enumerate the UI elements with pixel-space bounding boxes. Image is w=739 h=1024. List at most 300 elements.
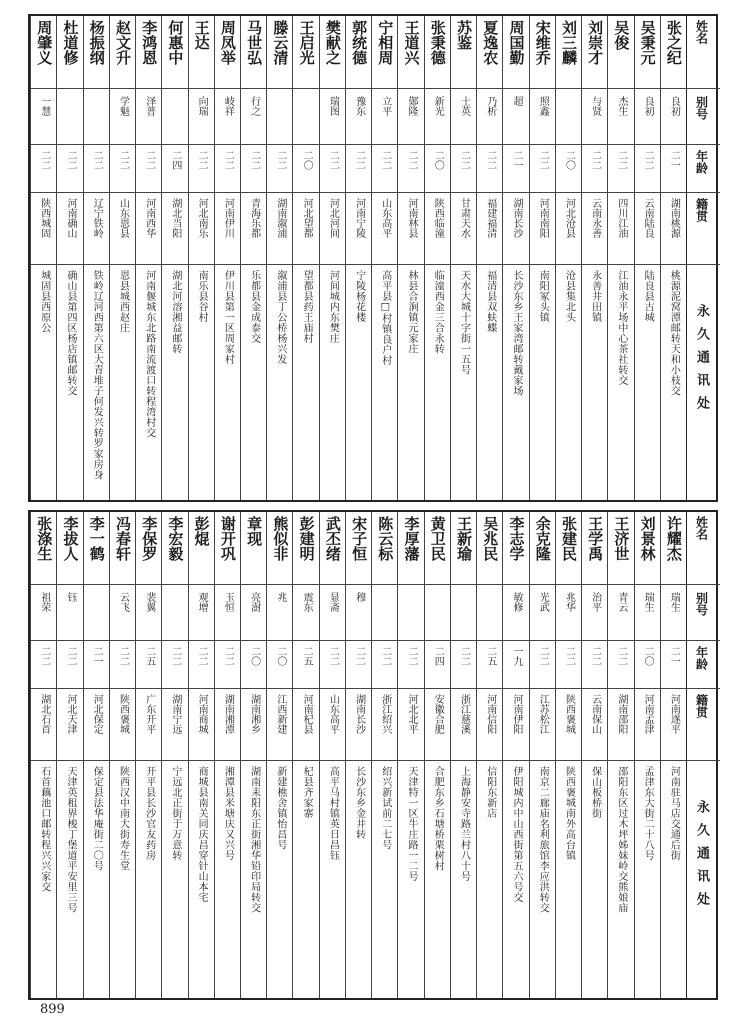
- person-address: 长沙东乡王家湾邮转戴家场: [510, 270, 522, 396]
- person-alias-cell: [320, 584, 345, 640]
- person-age: 二〇: [432, 150, 444, 170]
- person-alias-cell: [477, 88, 502, 144]
- person-name: 彭建明: [297, 516, 316, 561]
- person-address: 天津英租界梭丁堡道平安里三号: [64, 766, 76, 913]
- person-address: 临潼西金三合永转: [432, 270, 444, 354]
- person-native-place: 甘肃天水: [458, 198, 470, 238]
- person-address: 信阳东新店: [484, 766, 496, 819]
- person-native-place-cell: [320, 192, 345, 264]
- person-name-cell: [530, 512, 555, 584]
- person-age: 二二: [563, 646, 575, 666]
- person-age: 二五: [484, 646, 496, 666]
- person-address-cell: [110, 264, 135, 500]
- person-address-cell: [346, 264, 371, 500]
- person-alias: 照鑫: [537, 96, 549, 116]
- person-native-place: 江苏松江: [537, 694, 549, 734]
- person-address: 保定县法华庵街二〇号: [91, 766, 103, 871]
- person-address-cell: [503, 760, 528, 998]
- person-alias: 乃析: [484, 96, 496, 116]
- person-age: 二二: [196, 646, 208, 666]
- person-age-cell: [582, 144, 607, 192]
- row-divider: [30, 584, 720, 585]
- person-age: 二一: [510, 150, 522, 170]
- person-address-cell: [451, 760, 476, 998]
- person-name: 谢开巩: [218, 516, 237, 561]
- header-address: 永久通讯处: [694, 800, 709, 915]
- person-age-cell: [372, 144, 397, 192]
- person-name-cell: [241, 512, 266, 584]
- person-name: 陈云标: [376, 516, 395, 561]
- person-address: 湘潭县米塘庆又兴号: [222, 766, 234, 861]
- person-age: 二二: [222, 150, 234, 170]
- person-alias-cell: [267, 584, 292, 640]
- person-native-place-cell: [582, 688, 607, 760]
- person-alias-cell: [582, 88, 607, 144]
- header-native-place-cell: [687, 192, 716, 264]
- person-name: 李一鹤: [87, 516, 106, 561]
- person-address: 高平马村镇英日昌钰: [327, 766, 339, 861]
- person-name: 熊似非: [271, 516, 290, 561]
- person-native-place-cell: [372, 192, 397, 264]
- person-name: 章现: [245, 516, 264, 546]
- person-name: 刘崇才: [586, 20, 605, 65]
- person-age-cell: [346, 144, 371, 192]
- header-alias: 别号: [694, 96, 709, 120]
- person-name-cell: [136, 16, 161, 88]
- person-alias-cell: [57, 88, 82, 144]
- person-alias: 瑞生: [642, 592, 654, 612]
- person-address-cell: [110, 760, 135, 998]
- person-address: 新建樵舍镇怡昌号: [274, 766, 286, 850]
- person-name: 李保罗: [140, 516, 159, 561]
- person-address-cell: [31, 264, 56, 500]
- person-native-place: 湖北当阳: [169, 198, 181, 238]
- person-name-cell: [189, 512, 214, 584]
- person-alias: 兆华: [563, 592, 575, 612]
- header-address: 永久通讯处: [694, 304, 709, 419]
- person-age: 二二: [38, 150, 50, 170]
- header-native-place: 籍贯: [694, 198, 709, 222]
- person-native-place: 河南杞县: [301, 694, 313, 734]
- person-age-cell: [267, 640, 292, 688]
- person-address-cell: [320, 760, 345, 998]
- person-native-place-cell: [503, 688, 528, 760]
- person-native-place: 河北河间: [327, 198, 339, 238]
- person-age-cell: [556, 144, 581, 192]
- person-native-place-cell: [398, 192, 423, 264]
- person-name-cell: [451, 512, 476, 584]
- person-address-cell: [267, 264, 292, 500]
- person-name-cell: [425, 16, 450, 88]
- person-alias: 震东: [301, 592, 313, 612]
- person-address: 孟津东大街二十八号: [642, 766, 654, 861]
- person-alias: 钰: [64, 592, 76, 602]
- person-name: 宋维乔: [533, 20, 552, 65]
- row-divider: [30, 144, 720, 145]
- person-address-cell: [582, 760, 607, 998]
- person-native-place-cell: [293, 688, 318, 760]
- person-name: 夏逸农: [481, 20, 500, 65]
- person-age: 二四: [169, 150, 181, 170]
- person-native-place: 湖南湘乡: [248, 694, 260, 734]
- person-age: 二二: [615, 150, 627, 170]
- person-age-cell: [635, 144, 660, 192]
- person-name-cell: [425, 512, 450, 584]
- person-age: 二二: [91, 150, 103, 170]
- header-age-cell: [687, 640, 716, 688]
- person-name: 郭统德: [350, 20, 369, 65]
- person-address: 乐都县金成泰交: [248, 270, 260, 344]
- person-address: 合肥东乡石塘桥栗树村: [432, 766, 444, 871]
- person-native-place-cell: [608, 688, 633, 760]
- person-alias: 立平: [379, 96, 391, 116]
- person-alias: 观增: [196, 592, 208, 612]
- row-divider: [30, 640, 720, 641]
- person-age: 二二: [589, 150, 601, 170]
- person-name-cell: [372, 512, 397, 584]
- person-name-cell: [110, 512, 135, 584]
- person-native-place-cell: [451, 688, 476, 760]
- person-native-place: 安徽合肥: [432, 694, 444, 734]
- person-alias-cell: [556, 584, 581, 640]
- person-name-cell: [320, 512, 345, 584]
- person-alias-cell: [608, 88, 633, 144]
- person-name: 张之纪: [664, 20, 683, 65]
- person-name: 滕云清: [271, 20, 290, 65]
- person-address-cell: [346, 760, 371, 998]
- person-name-cell: [57, 16, 82, 88]
- person-address-cell: [477, 760, 502, 998]
- person-name: 宋子恒: [350, 516, 369, 561]
- person-alias: 治平: [589, 592, 601, 612]
- person-address: 溆浦县丁公桥杨兴发: [274, 270, 286, 365]
- person-age: 二五: [301, 646, 313, 666]
- person-native-place-cell: [136, 192, 161, 264]
- person-name-cell: [398, 512, 423, 584]
- person-age-cell: [293, 144, 318, 192]
- person-alias-cell: [635, 584, 660, 640]
- person-alias-cell: [582, 584, 607, 640]
- header-name: 姓名: [694, 516, 709, 540]
- person-native-place: 陕西褒城: [117, 694, 129, 734]
- person-native-place: 四川江油: [615, 198, 627, 238]
- person-alias-cell: [31, 584, 56, 640]
- person-name-cell: [267, 512, 292, 584]
- person-native-place: 河南宁陵: [353, 198, 365, 238]
- person-alias: 云飞: [117, 592, 129, 612]
- person-age: 二〇: [274, 646, 286, 666]
- person-age-cell: [451, 640, 476, 688]
- person-alias-cell: [372, 584, 397, 640]
- person-address: 高平县□村镇良户村: [379, 270, 391, 366]
- person-name-cell: [503, 16, 528, 88]
- person-age: 二二: [353, 646, 365, 666]
- header-native-place-cell: [687, 688, 716, 760]
- person-alias-cell: [215, 88, 240, 144]
- person-alias: 鄚隆: [406, 96, 418, 116]
- header-alias-cell: [687, 88, 716, 144]
- person-native-place: 河南遂平: [668, 694, 680, 734]
- roster-table-bottom: [28, 510, 718, 1000]
- person-native-place: 河南确山: [64, 198, 76, 238]
- row-divider: [30, 88, 720, 89]
- person-name: 张秉德: [428, 20, 447, 65]
- person-name: 马世弘: [245, 20, 264, 65]
- person-age-cell: [31, 144, 56, 192]
- person-alias: 与贤: [589, 96, 601, 116]
- person-address-cell: [215, 264, 240, 500]
- row-divider: [30, 760, 720, 761]
- person-alias: 杰生: [615, 96, 627, 116]
- person-age-cell: [530, 640, 555, 688]
- person-address: 陆良县古城: [642, 270, 654, 323]
- person-age: 二二: [222, 646, 234, 666]
- person-alias: 亮澍: [248, 592, 260, 612]
- person-alias: 青云: [615, 592, 627, 612]
- person-native-place: 河北北平: [406, 694, 418, 734]
- person-name-cell: [451, 16, 476, 88]
- person-native-place-cell: [503, 192, 528, 264]
- person-name-cell: [582, 16, 607, 88]
- person-address: 南京二廊庙名利旅馆李应洪转交: [537, 766, 549, 913]
- person-address-cell: [451, 264, 476, 500]
- person-alias-cell: [136, 88, 161, 144]
- person-alias-cell: [425, 88, 450, 144]
- person-address: 福清县双蚨蝶: [484, 270, 496, 333]
- person-native-place-cell: [530, 688, 555, 760]
- person-alias-cell: [398, 88, 423, 144]
- person-name-cell: [267, 16, 292, 88]
- person-address: 永善井田镇: [589, 270, 601, 323]
- person-address: 桃源泥窝潭邮转天和小枝交: [668, 270, 680, 396]
- person-native-place-cell: [346, 192, 371, 264]
- person-address-cell: [530, 760, 555, 998]
- person-address-cell: [31, 760, 56, 998]
- person-name-cell: [215, 16, 240, 88]
- person-address-cell: [189, 760, 214, 998]
- person-name: 何惠中: [166, 20, 185, 65]
- person-age-cell: [110, 640, 135, 688]
- person-age-cell: [425, 640, 450, 688]
- person-alias-cell: [372, 88, 397, 144]
- person-name: 苏鉴: [455, 20, 473, 50]
- person-name: 宁相周: [376, 20, 395, 65]
- person-age-cell: [110, 144, 135, 192]
- person-address-cell: [241, 760, 266, 998]
- person-address: 铁岭辽河西第六区大青堆子何发兴转罗家房身: [91, 270, 103, 480]
- person-native-place-cell: [162, 688, 187, 760]
- person-alias: 泽普: [143, 96, 155, 116]
- person-address-cell: [477, 264, 502, 500]
- person-name-cell: [215, 512, 240, 584]
- person-age-cell: [503, 640, 528, 688]
- person-address: 南乐县谷村: [196, 270, 208, 323]
- person-age: 二二: [642, 150, 654, 170]
- person-native-place-cell: [293, 192, 318, 264]
- person-name: 张涤生: [35, 516, 54, 561]
- person-native-place-cell: [84, 688, 109, 760]
- person-name: 李厚藩: [402, 516, 421, 561]
- person-native-place: 河南信阳: [484, 694, 496, 734]
- person-age-cell: [162, 144, 187, 192]
- person-address-cell: [215, 760, 240, 998]
- person-native-place-cell: [189, 688, 214, 760]
- header-address-cell: [687, 760, 716, 998]
- person-alias: 一慧: [38, 96, 50, 116]
- person-age-cell: [503, 144, 528, 192]
- person-native-place: 福建福清: [484, 198, 496, 238]
- person-alias: 敏修: [510, 592, 522, 612]
- person-name-cell: [162, 512, 187, 584]
- person-native-place-cell: [425, 192, 450, 264]
- person-address-cell: [608, 760, 633, 998]
- person-name-cell: [661, 16, 686, 88]
- person-alias-cell: [110, 584, 135, 640]
- person-age: 二五: [143, 646, 155, 666]
- person-address-cell: [582, 264, 607, 500]
- person-age-cell: [398, 640, 423, 688]
- roster-table-top: [28, 14, 718, 502]
- person-name: 张建民: [559, 516, 578, 561]
- person-address-cell: [84, 760, 109, 998]
- person-alias-cell: [398, 584, 423, 640]
- person-age: 二二: [406, 646, 418, 666]
- person-alias-cell: [57, 584, 82, 640]
- person-name-cell: [530, 16, 555, 88]
- person-name: 王济世: [612, 516, 631, 561]
- person-age: 二二: [64, 646, 76, 666]
- person-address-cell: [503, 264, 528, 500]
- person-address: 宁陵杨花楼: [353, 270, 365, 323]
- person-native-place: 云南保山: [589, 694, 601, 734]
- person-address-cell: [635, 760, 660, 998]
- person-name-cell: [635, 16, 660, 88]
- person-address-cell: [635, 264, 660, 500]
- person-alias-cell: [84, 88, 109, 144]
- person-age: 二二: [169, 646, 181, 666]
- person-age-cell: [635, 640, 660, 688]
- person-age: 二〇: [248, 646, 260, 666]
- person-age-cell: [84, 640, 109, 688]
- person-native-place-cell: [57, 192, 82, 264]
- person-age: 二二: [143, 150, 155, 170]
- person-age-cell: [530, 144, 555, 192]
- person-native-place: 河北天津: [64, 694, 76, 734]
- person-age: 二〇: [563, 150, 575, 170]
- person-name: 王学禹: [586, 516, 605, 561]
- person-address: 湖南耒阳东正街湘华铅印局转交: [248, 766, 260, 913]
- person-age-cell: [241, 640, 266, 688]
- person-age-cell: [189, 640, 214, 688]
- person-native-place: 湖北石首: [38, 694, 50, 734]
- person-alias-cell: [451, 88, 476, 144]
- person-name: 吴兆民: [481, 516, 500, 561]
- person-alias-cell: [530, 88, 555, 144]
- person-address-cell: [372, 264, 397, 500]
- person-age-cell: [608, 144, 633, 192]
- person-native-place: 浙江慈溪: [458, 694, 470, 734]
- person-address: 湖北河溶湘益邮转: [169, 270, 181, 354]
- person-alias: 行之: [248, 96, 260, 116]
- person-age-cell: [31, 640, 56, 688]
- person-native-place: 河北望都: [301, 198, 313, 238]
- person-native-place-cell: [267, 192, 292, 264]
- person-address: 开平县长沙官友药房: [143, 766, 155, 861]
- person-age: 二二: [353, 150, 365, 170]
- person-native-place-cell: [31, 688, 56, 760]
- person-native-place: 湖南桃源: [668, 198, 680, 238]
- person-alias-cell: [661, 88, 686, 144]
- person-age-cell: [398, 144, 423, 192]
- person-alias: 瑞图: [327, 96, 339, 116]
- header-name-cell: [687, 16, 716, 88]
- person-alias: 穆: [353, 592, 365, 602]
- person-age-cell: [477, 144, 502, 192]
- person-address-cell: [57, 264, 82, 500]
- person-address: 望都县药王庙村: [301, 270, 313, 344]
- person-native-place-cell: [451, 192, 476, 264]
- person-age: 二二: [64, 150, 76, 170]
- person-alias-cell: [503, 584, 528, 640]
- person-native-place-cell: [320, 688, 345, 760]
- person-name-cell: [608, 16, 633, 88]
- person-address: 绍兴新试前二七号: [379, 766, 391, 850]
- person-age: 二四: [432, 646, 444, 666]
- person-native-place: 陕西褒城: [563, 694, 575, 734]
- person-age: 二二: [117, 646, 129, 666]
- person-native-place-cell: [241, 688, 266, 760]
- person-age: 二一: [668, 646, 680, 666]
- person-native-place-cell: [215, 688, 240, 760]
- person-alias: 超: [510, 96, 522, 106]
- person-address: 长沙东乡金井转: [353, 766, 365, 840]
- person-address: 杞县齐家寨: [301, 766, 313, 819]
- person-age: 二二: [589, 646, 601, 666]
- person-age-cell: [372, 640, 397, 688]
- person-age: 二二: [458, 646, 470, 666]
- person-name-cell: [241, 16, 266, 88]
- person-address: 商城县南关同庆昌穿针山本宅: [196, 766, 208, 903]
- person-address-cell: [556, 760, 581, 998]
- header-name: 姓名: [694, 20, 709, 44]
- person-age-cell: [241, 144, 266, 192]
- person-native-place: 河南西华: [143, 198, 155, 238]
- person-native-place: 河南商城: [196, 694, 208, 734]
- person-alias-cell: [293, 88, 318, 144]
- person-age-cell: [608, 640, 633, 688]
- person-age: 二二: [615, 646, 627, 666]
- person-alias: 兆: [274, 592, 286, 602]
- person-alias: 学魁: [117, 96, 129, 116]
- person-alias: 向瑞: [196, 96, 208, 116]
- header-age-cell: [687, 144, 716, 192]
- person-age-cell: [425, 144, 450, 192]
- person-address: 天水大城十字街一五号: [458, 270, 470, 375]
- person-native-place-cell: [162, 192, 187, 264]
- person-native-place: 广东开平: [143, 694, 155, 734]
- person-native-place-cell: [477, 192, 502, 264]
- person-native-place-cell: [661, 688, 686, 760]
- person-name-cell: [661, 512, 686, 584]
- person-age-cell: [136, 144, 161, 192]
- person-age-cell: [661, 144, 686, 192]
- person-native-place-cell: [582, 192, 607, 264]
- person-name: 李志学: [507, 516, 526, 561]
- person-name: 赵文升: [113, 20, 132, 65]
- person-name-cell: [84, 16, 109, 88]
- person-name-cell: [372, 16, 397, 88]
- person-age-cell: [661, 640, 686, 688]
